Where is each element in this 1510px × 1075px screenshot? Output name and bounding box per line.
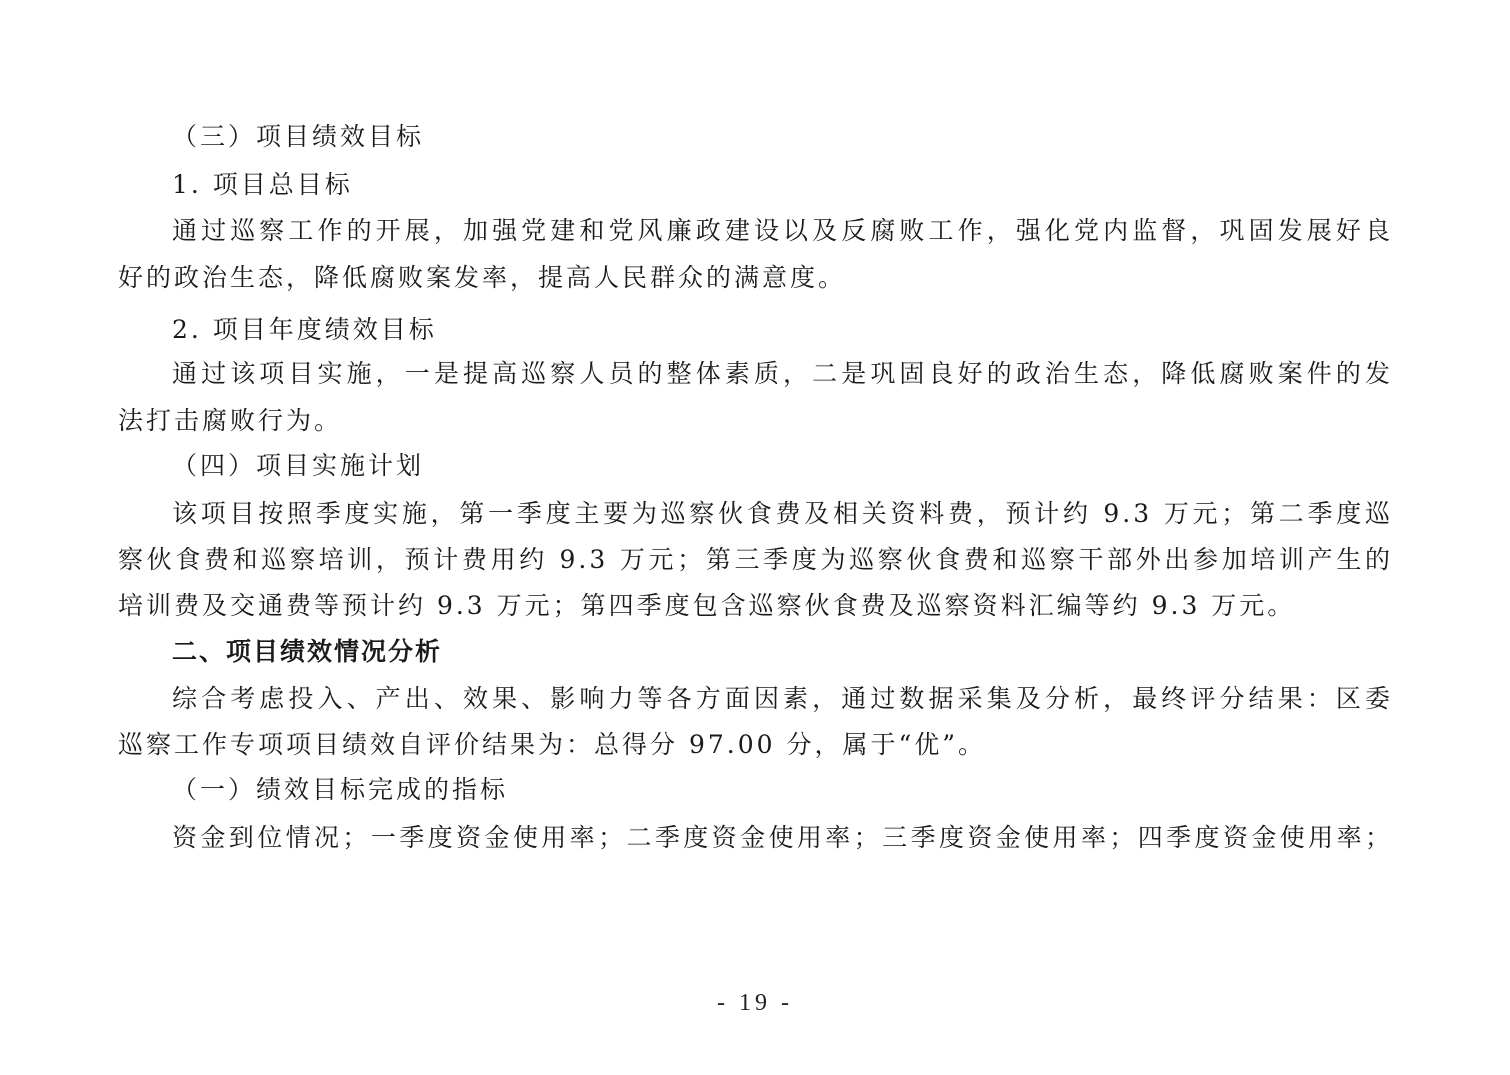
paragraph-line: 好的政治生态，降低腐败案发率，提高人民群众的满意度。 [118, 263, 847, 292]
page-number: - 19 - [717, 990, 793, 1016]
paragraph-line: 资金到位情况；一季度资金使用率；二季度资金使用率；三季度资金使用率；四季度资金使用率； [172, 823, 1393, 852]
section-heading-performance-goals: （三）项目绩效目标 [172, 122, 425, 151]
section-heading-indicators: （一）绩效目标完成的指标 [172, 775, 509, 804]
chapter-heading-performance-analysis: 二、项目绩效情况分析 [172, 637, 443, 666]
section-heading-implementation-plan: （四）项目实施计划 [172, 451, 425, 480]
paragraph-line: 培训费及交通费等预计约 9.3 万元；第四季度包含巡察伙食费及巡察资料汇编等约 9.3 万元。 [118, 591, 1296, 620]
paragraph-line: 综合考虑投入、产出、效果、影响力等各方面因素，通过数据采集及分析，最终评分结果：区委 [172, 684, 1393, 713]
paragraph-line: 通过该项目实施，一是提高巡察人员的整体素质，二是巩固良好的政治生态，降低腐败案件的发 [172, 359, 1393, 388]
subheading-overall-goal: 1. 项目总目标 [172, 170, 353, 199]
paragraph-line: 察伙食费和巡察培训，预计费用约 9.3 万元；第三季度为巡察伙食费和巡察干部外出参加培训产生的 [118, 545, 1393, 574]
paragraph-line: 该项目按照季度实施，第一季度主要为巡察伙食费及相关资料费，预计约 9.3 万元；第二季度巡 [172, 499, 1393, 528]
subheading-annual-goal: 2. 项目年度绩效目标 [172, 315, 437, 344]
paragraph-line: 通过巡察工作的开展，加强党建和党风廉政建设以及反腐败工作，强化党内监督，巩固发展好良 [172, 216, 1393, 245]
paragraph-line: 法打击腐败行为。 [118, 406, 343, 435]
paragraph-line: 巡察工作专项项目绩效自评价结果为：总得分 97.00 分，属于“优”。 [118, 730, 987, 759]
